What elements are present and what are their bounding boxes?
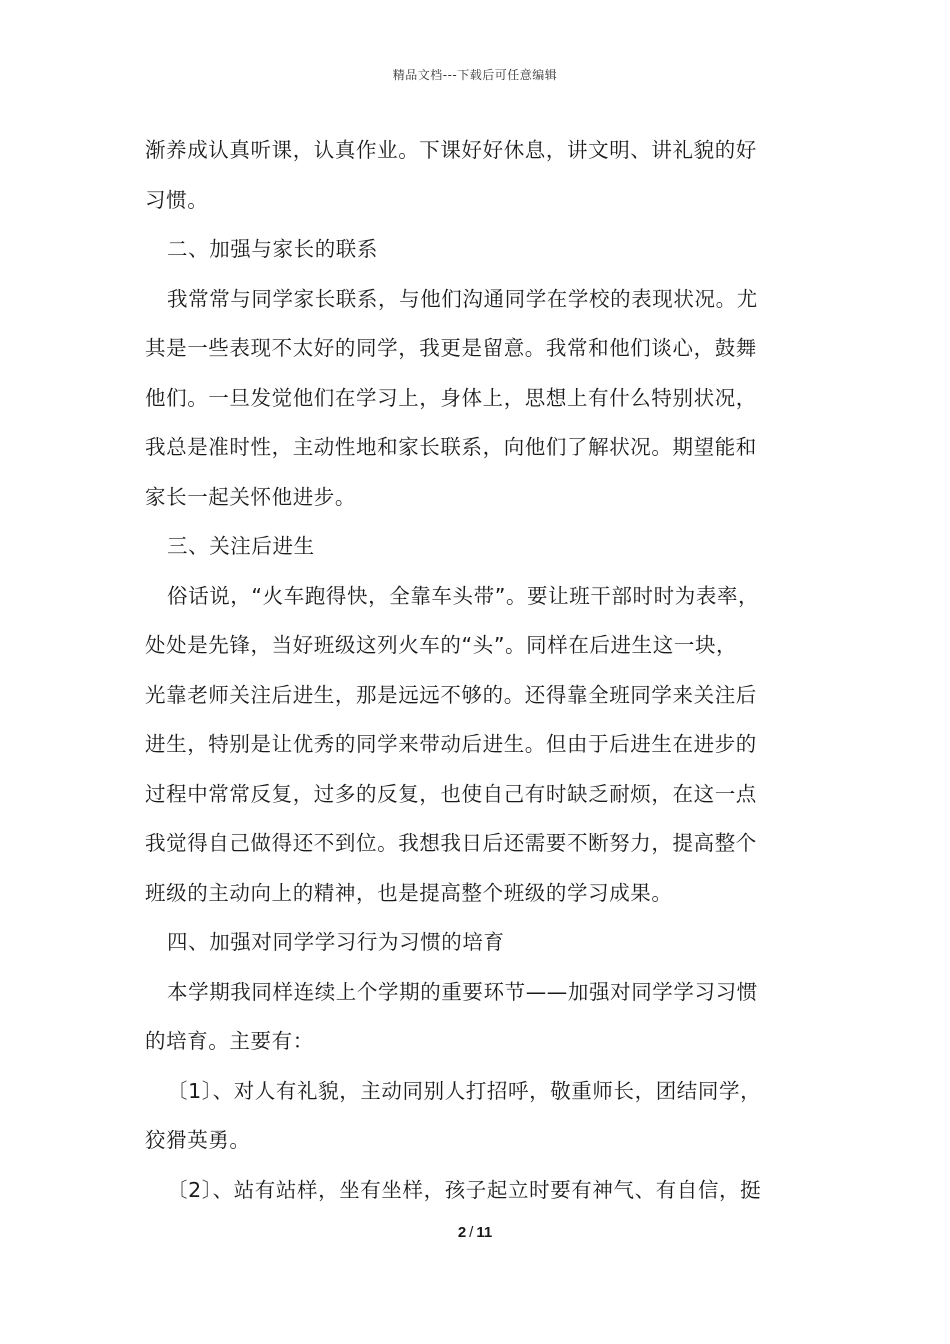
list-item: 〔2〕、站有站样，坐有坐样，孩子起立时要有神气、有自信，挺: [167, 1177, 762, 1202]
body-line: 的培育。主要有：: [145, 1029, 314, 1053]
body-line: 班级的主动向上的精神，也是提高整个班级的学习成果。: [145, 880, 673, 905]
body-line: 过程中常常反复，过多的反复，也使自己有时缺乏耐烦，在这一点: [145, 781, 757, 806]
body-line: 狡猾英勇。: [145, 1128, 251, 1152]
document-body: [145, 126, 810, 1215]
total-pages: 11: [476, 1224, 493, 1241]
page-header: 精品文档---下载后可任意编辑: [392, 68, 558, 82]
body-line: 我觉得自己做得还不到位。我想我日后还需要不断努力，提高整个: [145, 831, 757, 855]
list-item: 〔1〕、对人有礼貌，主动同别人打招呼，敬重师长，团结同学，: [167, 1078, 762, 1103]
body-line: 渐养成认真听课，认真作业。下课好好休息，讲文明、讲礼貌的好: [145, 138, 757, 162]
body-line: 光靠老师关注后进生，那是远远不够的。还得靠全班同学来关注后: [145, 682, 757, 707]
body-line: 其是一些表现不太好的同学，我更是留意。我常和他们谈心，鼓舞: [145, 336, 757, 360]
section-heading: 二、加强与家长的联系: [167, 237, 378, 261]
section-heading: 三、关注后进生: [167, 534, 315, 558]
body-line: 我常常与同学家长联系，与他们沟通同学在学校的表现状况。尤: [167, 286, 758, 311]
body-line: 俗话说，“火车跑得快，全靠车头带”。要让班干部时时为表率，: [167, 583, 760, 608]
body-line: 本学期我同样连续上个学期的重要环节——加强对同学学习习惯: [167, 979, 758, 1004]
current-page: 2: [457, 1224, 467, 1241]
body-line: 家长一起关怀他进步。: [145, 484, 356, 509]
page-separator: /: [469, 1224, 474, 1241]
body-line: 进生，特别是让优秀的同学来带动后进生。但由于后进生在进步的: [145, 732, 757, 756]
body-line: 我总是准时性，主动性地和家长联系，向他们了解状况。期望能和: [145, 435, 757, 459]
body-line: 他们。一旦发觉他们在学习上，身体上，思想上有什么特别状况，: [145, 385, 757, 410]
body-line: 习惯。: [145, 187, 209, 212]
section-heading: 四、加强对同学学习行为习惯的培育: [167, 930, 505, 954]
body-line: 处处是先锋，当好班级这列火车的“头”。同样在后进生这一块，: [145, 633, 738, 657]
page-number: [0, 1224, 950, 1241]
